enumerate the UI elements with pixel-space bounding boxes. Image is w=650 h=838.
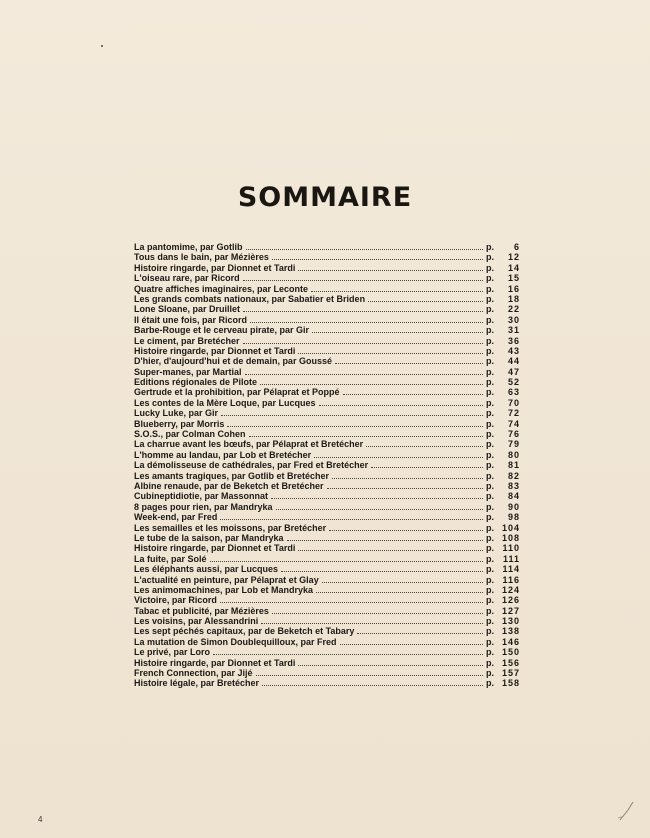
dot-leader: [316, 591, 483, 593]
toc-entry-title: Les éléphants aussi, par Lucques: [134, 564, 279, 575]
dot-leader: [327, 487, 483, 489]
dot-leader: [260, 383, 483, 385]
speck: [101, 45, 103, 47]
toc-entry-title: Super-manes, par Martial: [134, 366, 242, 377]
table-of-contents: [134, 242, 520, 689]
toc-entry-page-prefix: p.: [486, 429, 494, 440]
toc-entry: [134, 523, 520, 533]
toc-entry-title: Barbe-Rouge et le cerveau pirate, par Gir: [134, 325, 310, 336]
toc-entry-page-prefix: p.: [486, 657, 494, 668]
toc-entry-page-number: 116: [502, 574, 520, 585]
toc-entry: [134, 491, 520, 501]
dot-leader: [272, 612, 483, 614]
toc-entry-page-prefix: p.: [486, 616, 494, 627]
toc-entry-page-prefix: p.: [486, 574, 494, 585]
toc-entry-title: Victoire, par Ricord: [134, 595, 217, 606]
toc-entry: [134, 637, 520, 647]
toc-entry-page-number: 126: [501, 595, 520, 606]
dot-leader: [227, 425, 483, 427]
toc-entry: [134, 325, 520, 335]
toc-entry: [134, 543, 520, 553]
toc-entry-page-prefix: p.: [486, 304, 494, 315]
toc-entry-page-number: 47: [507, 366, 520, 377]
toc-entry-page-number: 138: [501, 626, 520, 637]
toc-entry-page-prefix: p.: [486, 668, 494, 679]
toc-entry-title: 8 pages pour rien, par Mandryka: [134, 501, 273, 512]
toc-entry-title: Les sept péchés capitaux, par de Beketch et Tabary: [134, 626, 355, 637]
toc-entry-page-prefix: p.: [486, 595, 494, 606]
toc-entry-page-prefix: p.: [486, 283, 494, 294]
toc-entry-page-prefix: p.: [486, 314, 494, 325]
toc-entry-page-number: 18: [507, 293, 520, 304]
toc-entry-page-prefix: p.: [486, 605, 494, 616]
toc-entry-page-prefix: p.: [486, 418, 494, 429]
dot-leader: [298, 352, 483, 354]
toc-entry-page-prefix: p.: [486, 470, 494, 481]
toc-entry: [134, 252, 520, 262]
dot-leader: [332, 477, 483, 479]
dot-leader: [213, 653, 483, 655]
toc-entry: [134, 284, 520, 294]
toc-entry-page-prefix: p.: [486, 366, 494, 377]
toc-entry-page-prefix: p.: [486, 325, 494, 336]
toc-entry-page-number: 83: [507, 480, 520, 491]
dot-leader: [340, 643, 483, 645]
dot-leader: [250, 321, 483, 323]
toc-entry: [134, 460, 520, 470]
toc-entry: [134, 502, 520, 512]
toc-entry-title: La mutation de Simon Doublequilloux, par Fred: [134, 636, 337, 647]
dot-leader: [343, 393, 483, 395]
toc-entry-page-prefix: p.: [486, 397, 494, 408]
toc-entry: [134, 419, 520, 429]
dot-leader: [220, 518, 483, 520]
toc-entry-page-number: 98: [507, 512, 520, 523]
toc-entry: [134, 398, 520, 408]
toc-entry: [134, 595, 520, 605]
toc-entry: [134, 450, 520, 460]
dot-leader: [246, 248, 483, 250]
toc-entry: [134, 367, 520, 377]
toc-entry-title: Le privé, par Loro: [134, 647, 211, 658]
toc-entry-page-prefix: p.: [486, 377, 494, 388]
toc-entry-page-number: 43: [507, 345, 520, 356]
toc-entry: [134, 533, 520, 543]
dot-leader: [272, 258, 483, 260]
toc-entry-page-number: 110: [502, 543, 520, 554]
toc-entry: [134, 304, 520, 314]
toc-entry-title: Histoire ringarde, par Dionnet et Tardi: [134, 657, 296, 668]
toc-entry-title: Les grands combats nationaux, par Sabatier et Briden: [134, 293, 366, 304]
toc-entry-page-number: 12: [507, 252, 520, 263]
toc-entry-page-prefix: p.: [486, 678, 494, 689]
dot-leader: [335, 362, 483, 364]
toc-entry-title: Les semailles et les moissons, par Bretécher: [134, 522, 327, 533]
toc-entry-page-prefix: p.: [486, 480, 494, 491]
dot-leader: [271, 497, 483, 499]
toc-entry-page-prefix: p.: [486, 439, 494, 450]
toc-entry-page-prefix: p.: [486, 636, 494, 647]
toc-entry-page-prefix: p.: [486, 449, 494, 460]
toc-entry-page-number: 52: [507, 377, 520, 388]
toc-entry-page-number: 14: [507, 262, 520, 273]
dot-leader: [366, 445, 483, 447]
toc-entry: [134, 377, 520, 387]
toc-entry: [134, 263, 520, 273]
toc-entry-title: Lucky Luke, par Gir: [134, 408, 219, 419]
dot-leader: [276, 508, 483, 510]
toc-entry: [134, 616, 520, 626]
toc-entry-page-number: 22: [507, 304, 520, 315]
toc-entry-page-number: 36: [507, 335, 520, 346]
toc-entry-page-prefix: p.: [486, 408, 494, 419]
dot-leader: [298, 664, 483, 666]
toc-entry: [134, 315, 520, 325]
toc-entry-page-number: 79: [507, 439, 520, 450]
dot-leader: [243, 342, 483, 344]
toc-entry: [134, 408, 520, 418]
dot-leader: [298, 549, 483, 551]
toc-entry-page-number: 6: [513, 242, 520, 252]
toc-entry-page-prefix: p.: [486, 647, 494, 658]
toc-entry-page-prefix: p.: [486, 584, 494, 595]
toc-entry-title: Cubineptidiotie, par Massonnat: [134, 491, 269, 502]
toc-entry: [134, 387, 520, 397]
toc-entry-page-prefix: p.: [486, 356, 494, 367]
dot-leader: [319, 404, 483, 406]
toc-entry-title: La charrue avant les bœufs, par Pélaprat et Bretécher: [134, 439, 364, 450]
toc-entry-page-number: 44: [507, 356, 520, 367]
dot-leader: [245, 373, 483, 375]
toc-entry-title: Les animomachines, par Lob et Mandryka: [134, 584, 314, 595]
toc-entry-page-number: 157: [501, 668, 520, 679]
toc-entry-title: Tabac et publicité, par Mézières: [134, 605, 269, 616]
dot-leader: [287, 539, 483, 541]
toc-entry-title: Week-end, par Fred: [134, 512, 218, 523]
toc-entry-title: Les contes de la Mère Loque, par Lucques: [134, 397, 316, 408]
page-title: SOMMAIRE: [237, 182, 413, 213]
toc-entry-page-number: 114: [502, 564, 520, 575]
dot-leader: [298, 269, 483, 271]
toc-entry-page-prefix: p.: [486, 553, 494, 564]
toc-entry-page-number: 30: [507, 314, 520, 325]
toc-entry-title: Editions régionales de Pilote: [134, 377, 258, 388]
toc-entry-page-number: 127: [501, 605, 520, 616]
toc-entry: [134, 512, 520, 522]
toc-entry-page-number: 74: [507, 418, 520, 429]
toc-entry: [134, 356, 520, 366]
toc-entry: [134, 678, 520, 688]
dot-leader: [281, 570, 483, 572]
toc-entry: [134, 585, 520, 595]
dot-leader: [322, 581, 483, 583]
toc-entry-title: Histoire légale, par Bretécher: [134, 678, 260, 689]
dot-leader: [329, 529, 483, 531]
dot-leader: [220, 601, 483, 603]
toc-entry-title: Le tube de la saison, par Mandryka: [134, 532, 284, 543]
dot-leader: [311, 290, 483, 292]
toc-entry-page-number: 82: [507, 470, 520, 481]
toc-entry-title: S.O.S., par Colman Cohen: [134, 429, 246, 440]
toc-entry-page-number: 156: [501, 657, 520, 668]
toc-entry: [134, 429, 520, 439]
toc-entry-title: D'hier, d'aujourd'hui et de demain, par Goussé: [134, 356, 332, 367]
toc-entry-title: Albine renaude, par de Beketch et Bretécher: [134, 480, 324, 491]
toc-entry-page-number: 111: [502, 553, 520, 564]
page-number: 4: [38, 815, 43, 824]
toc-entry-page-number: 158: [501, 678, 520, 689]
toc-entry-page-prefix: p.: [486, 335, 494, 346]
toc-entry-title: French Connection, par Jijé: [134, 668, 253, 679]
dot-leader: [368, 300, 483, 302]
toc-entry: [134, 626, 520, 636]
toc-entry: [134, 294, 520, 304]
dot-leader: [261, 622, 483, 624]
toc-entry-page-number: 16: [507, 283, 520, 294]
toc-entry-title: Gertrude et la prohibition, par Pélaprat et Poppé: [134, 387, 340, 398]
toc-entry-page-prefix: p.: [486, 252, 494, 263]
toc-entry-title: Lone Sloane, par Druillet: [134, 304, 241, 315]
dot-leader: [262, 684, 483, 686]
toc-entry-title: Histoire ringarde, par Dionnet et Tardi: [134, 345, 296, 356]
toc-entry-page-prefix: p.: [486, 626, 494, 637]
dot-leader: [357, 632, 483, 634]
toc-entry-title: Il était une fois, par Ricord: [134, 314, 248, 325]
toc-entry-page-number: 130: [501, 616, 520, 627]
toc-entry: [134, 336, 520, 346]
toc-entry-page-number: 124: [501, 584, 520, 595]
dot-leader: [221, 414, 483, 416]
toc-entry: [134, 242, 520, 252]
toc-entry-page-number: 31: [507, 325, 520, 336]
toc-entry-title: Le ciment, par Bretécher: [134, 335, 240, 346]
dot-leader: [312, 331, 483, 333]
toc-entry-page-prefix: p.: [486, 532, 494, 543]
toc-entry-page-prefix: p.: [486, 293, 494, 304]
toc-entry-page-prefix: p.: [486, 543, 494, 554]
dot-leader: [210, 560, 483, 562]
toc-entry: [134, 439, 520, 449]
toc-entry-page-prefix: p.: [486, 262, 494, 273]
toc-entry-page-number: 146: [501, 636, 520, 647]
toc-entry-page-prefix: p.: [486, 501, 494, 512]
toc-entry-page-prefix: p.: [486, 522, 494, 533]
toc-entry-page-prefix: p.: [486, 242, 494, 252]
toc-entry-page-number: 76: [507, 429, 520, 440]
toc-entry-title: Les amants tragiques, par Gotlib et Bretécher: [134, 470, 330, 481]
toc-entry-page-number: 80: [507, 449, 520, 460]
dot-leader: [256, 674, 483, 676]
toc-entry-page-number: 150: [501, 647, 520, 658]
dot-leader: [249, 435, 483, 437]
toc-entry-page-prefix: p.: [486, 491, 494, 502]
toc-entry-page-prefix: p.: [486, 512, 494, 523]
toc-entry: [134, 564, 520, 574]
toc-entry-title: Tous dans le bain, par Mézières: [134, 252, 269, 263]
toc-entry-title: Les voisins, par Alessandrini: [134, 616, 259, 627]
dot-leader: [314, 456, 483, 458]
toc-entry-page-prefix: p.: [486, 273, 494, 284]
toc-entry: [134, 647, 520, 657]
toc-entry-page-prefix: p.: [486, 387, 494, 398]
toc-entry-page-number: 15: [507, 273, 520, 284]
dot-leader: [371, 466, 483, 468]
toc-entry: [134, 346, 520, 356]
toc-entry-page-number: 90: [507, 501, 520, 512]
toc-entry-title: Quatre affiches imaginaires, par Leconte: [134, 283, 309, 294]
toc-entry-title: Histoire ringarde, par Dionnet et Tardi: [134, 262, 296, 273]
toc-entry: [134, 481, 520, 491]
toc-entry: [134, 606, 520, 616]
toc-entry-page-number: 84: [507, 491, 520, 502]
dot-leader: [243, 279, 483, 281]
toc-entry-title: La démolisseuse de cathédrales, par Fred et Bretécher: [134, 460, 369, 471]
dot-leader: [243, 310, 483, 312]
toc-entry-title: La fuite, par Solé: [134, 553, 207, 564]
toc-entry-title: L'oiseau rare, par Ricord: [134, 273, 240, 284]
toc-entry-title: Histoire ringarde, par Dionnet et Tardi: [134, 543, 296, 554]
toc-entry: [134, 575, 520, 585]
toc-entry-title: L'actualité en peinture, par Pélaprat et Glay: [134, 574, 319, 585]
toc-entry-title: La pantomime, par Gotlib: [134, 242, 243, 252]
toc-entry: [134, 273, 520, 283]
toc-entry: [134, 471, 520, 481]
toc-entry: [134, 668, 520, 678]
toc-entry-title: L'homme au landau, par Lob et Bretécher: [134, 449, 312, 460]
toc-entry-page-number: 63: [507, 387, 520, 398]
toc-entry: [134, 554, 520, 564]
toc-entry-page-number: 104: [501, 522, 520, 533]
pencil-mark-icon: [616, 796, 636, 822]
toc-entry-page-number: 108: [501, 532, 520, 543]
toc-entry-page-number: 81: [507, 460, 520, 471]
toc-entry-page-number: 72: [507, 408, 520, 419]
toc-entry-page-prefix: p.: [486, 564, 494, 575]
toc-entry: [134, 658, 520, 668]
toc-entry-title: Blueberry, par Morris: [134, 418, 225, 429]
toc-entry-page-prefix: p.: [486, 460, 494, 471]
toc-entry-page-prefix: p.: [486, 345, 494, 356]
toc-entry-page-number: 70: [507, 397, 520, 408]
